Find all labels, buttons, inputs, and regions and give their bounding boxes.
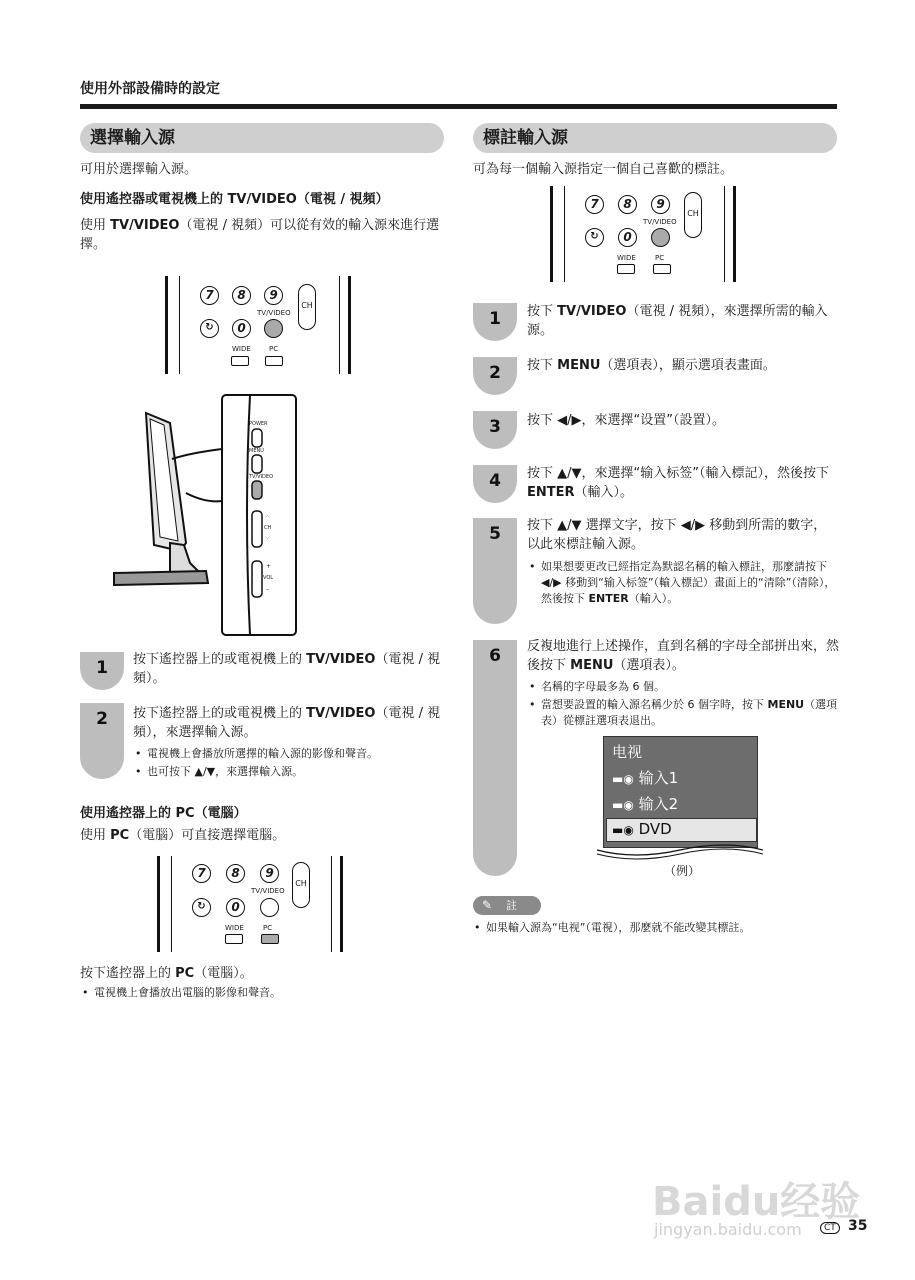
remote3-flashback-icon: ↻ (585, 228, 604, 247)
remote-wide-key (231, 356, 249, 366)
remote3-key-0: 0 (618, 228, 637, 247)
section-title-select-input: 選擇輸入源 (80, 123, 444, 153)
remote-diagram-3 (550, 186, 740, 282)
remote-key-7: 7 (200, 286, 219, 305)
left-step-1-tab: 1 (80, 652, 124, 690)
remote2-key-0: 0 (226, 898, 245, 917)
right-step-1-tab: 1 (473, 303, 517, 341)
running-header: 使用外部設備時的設定 (80, 81, 220, 97)
right-step-6-text: 反複地進行上述操作，直到名稱的字母全部拼出來，然後按下 MENU（選項表）。 (527, 639, 840, 673)
left-subheading-pc: 使用遙控器上的 PC（電腦） (80, 806, 247, 821)
remote2-pc-label: PC (263, 924, 273, 932)
left-step-2-bullet-2: • 也可按下 ▲/▼，來選擇輸入源。 (147, 764, 447, 780)
left-final-instruction: 按下遙控器上的 PC（電腦）。 (80, 966, 253, 981)
right-step-4-text: 按下 ▲/▼，來選擇“输入标签”（輸入標記），然後按下 ENTER（輸入）。 (527, 466, 829, 500)
right-step-5-tab: 5 (473, 518, 517, 624)
left-subheading-tvvideo: 使用遙控器或電視機上的 TV/VIDEO（電視 / 視頻） (80, 192, 389, 207)
right-step-6-tab: 6 (473, 640, 517, 876)
remote3-pc-label: PC (655, 254, 665, 262)
tv-ch-down-icon: ﹀ (265, 537, 271, 543)
right-step-4-tab: 4 (473, 465, 517, 503)
remote3-ch-rocker: CH (684, 192, 702, 238)
remote-wide-label: WIDE (232, 345, 251, 353)
tv-side-illustration (110, 393, 300, 638)
remote2-key-7: 7 (192, 864, 211, 883)
remote-pc-label: PC (269, 345, 279, 353)
paperclip-icon: ✎ (482, 898, 493, 912)
left-final-bullet: • 電視機上會播放出電腦的影像和聲音。 (94, 985, 281, 1001)
note-badge: ✎ 註 (473, 896, 541, 915)
tv-ch-up-icon: ︿ (265, 513, 271, 519)
remote-tvvideo-label: TV/VIDEO (257, 309, 291, 317)
remote3-wide-key (617, 264, 635, 274)
baidu-watermark: Baidu经验 (652, 1179, 861, 1225)
remote3-key-9: 9 (651, 195, 670, 214)
left-step-1-text: 按下遙控器上的或電視機上的 TV/VIDEO（電視 / 視頻）。 (133, 652, 441, 686)
right-step-5-text: 按下 ▲/▼ 選擇文字，按下 ◀/▶ 移動到所需的數字，以此來標註輸入源。 (527, 518, 827, 552)
right-intro: 可為每一個輸入源指定一個自己喜歡的標註。 (473, 162, 734, 177)
tv-menu-label: MENU (249, 448, 264, 454)
tv-vol-minus-label: – (266, 586, 269, 593)
remote-key-9: 9 (264, 286, 283, 305)
remote2-key-9: 9 (260, 864, 279, 883)
right-step-6-bullet-2: • 當想要設置的輸入源名稱少於 6 個字時，按下 MENU（選項表）從標註選項表退出。 (541, 697, 839, 729)
tv-vol-label: VOL (263, 575, 274, 581)
menu-item-input1: ▬◉ 输入1 (612, 769, 679, 787)
remote3-wide-label: WIDE (617, 254, 636, 262)
remote-key-8: 8 (232, 286, 251, 305)
left-step-2-text: 按下遙控器上的或電視機上的 TV/VIDEO（電視 / 視頻），來選擇輸入源。 (133, 706, 441, 740)
remote3-tvvideo-key (651, 228, 670, 247)
right-step-1-text: 按下 TV/VIDEO（電視 / 視頻），來選擇所需的輸入源。 (527, 304, 828, 338)
remote3-tvvideo-label: TV/VIDEO (643, 218, 677, 226)
remote-key-0: 0 (232, 319, 251, 338)
left-intro: 可用於選擇輸入源。 (80, 162, 198, 177)
header-rule (80, 104, 837, 109)
remote2-wide-key (225, 934, 243, 944)
remote2-wide-label: WIDE (225, 924, 244, 932)
remote-diagram-2 (157, 856, 347, 952)
right-step-5-bullet: • 如果想要更改已經指定為默認名稱的輸入標註，那麼請按下 ◀/▶ 移動到“输入标签”（輸入標記）畫面上的“清除”（清除），然後按下 ENTER（輸入）。 (541, 559, 839, 607)
right-step-3-tab: 3 (473, 411, 517, 449)
remote2-ch-rocker: CH (292, 862, 310, 908)
remote2-tvvideo-label: TV/VIDEO (251, 887, 285, 895)
input-plug-icon: ▬◉ (612, 772, 634, 786)
note-text: • 如果輸入源為“电视”（電視），那麼就不能改變其標註。 (486, 920, 838, 936)
right-step-6-bullet-1: • 名稱的字母最多為 6 個。 (541, 679, 839, 695)
left-step-2-tab: 2 (80, 703, 124, 779)
menu-item-dvd: ▬◉ DVD (612, 820, 672, 838)
remote3-pc-key (653, 264, 671, 274)
input-plug-icon: ▬◉ (612, 798, 634, 812)
baidu-watermark-url: jingyan.baidu.com (654, 1220, 802, 1239)
menu-example-caption: （例） (664, 864, 701, 878)
language-badge: CT (820, 1222, 840, 1234)
remote2-tvvideo-key (260, 898, 279, 917)
page-number: 35 (848, 1218, 868, 1234)
tv-vol-plus-label: + (266, 563, 272, 570)
remote2-pc-key (261, 934, 279, 944)
right-step-2-text: 按下 MENU（選項表），顯示選項表畫面。 (527, 358, 776, 373)
input-plug-icon: ▬◉ (612, 823, 634, 837)
remote2-key-8: 8 (226, 864, 245, 883)
remote3-key-7: 7 (585, 195, 604, 214)
remote-pc-key (265, 356, 283, 366)
right-step-3-text: 按下 ◀/▶，來選擇“设置”（設置）。 (527, 413, 725, 428)
remote-tvvideo-key (264, 319, 283, 338)
left-para-pc: 使用 PC（電腦）可直接選擇電腦。 (80, 828, 286, 843)
section-title-label-input: 標註輸入源 (473, 123, 837, 153)
remote-ch-rocker: CH (298, 284, 316, 330)
menu-title: 电视 (612, 743, 643, 761)
input-label-menu-example (603, 736, 758, 848)
remote2-flashback-icon: ↻ (192, 898, 211, 917)
tv-tvvideo-label: TV/VIDEO (249, 474, 273, 480)
menu-item-input2: ▬◉ 输入2 (612, 795, 679, 813)
left-step-2-bullet-1: • 電視機上會播放所選擇的輸入源的影像和聲音。 (147, 746, 447, 762)
menu-torn-edge (595, 844, 765, 860)
left-para-tvvideo: 使用 TV/VIDEO（電視 / 視頻）可以從有效的輸入源來進行選擇。 (80, 218, 440, 252)
remote-diagram-1 (165, 276, 355, 374)
tv-power-label: POWER (249, 421, 268, 427)
right-step-2-tab: 2 (473, 357, 517, 395)
remote3-key-8: 8 (618, 195, 637, 214)
remote-flashback-icon: ↻ (200, 319, 219, 338)
tv-ch-label: CH (264, 525, 272, 531)
